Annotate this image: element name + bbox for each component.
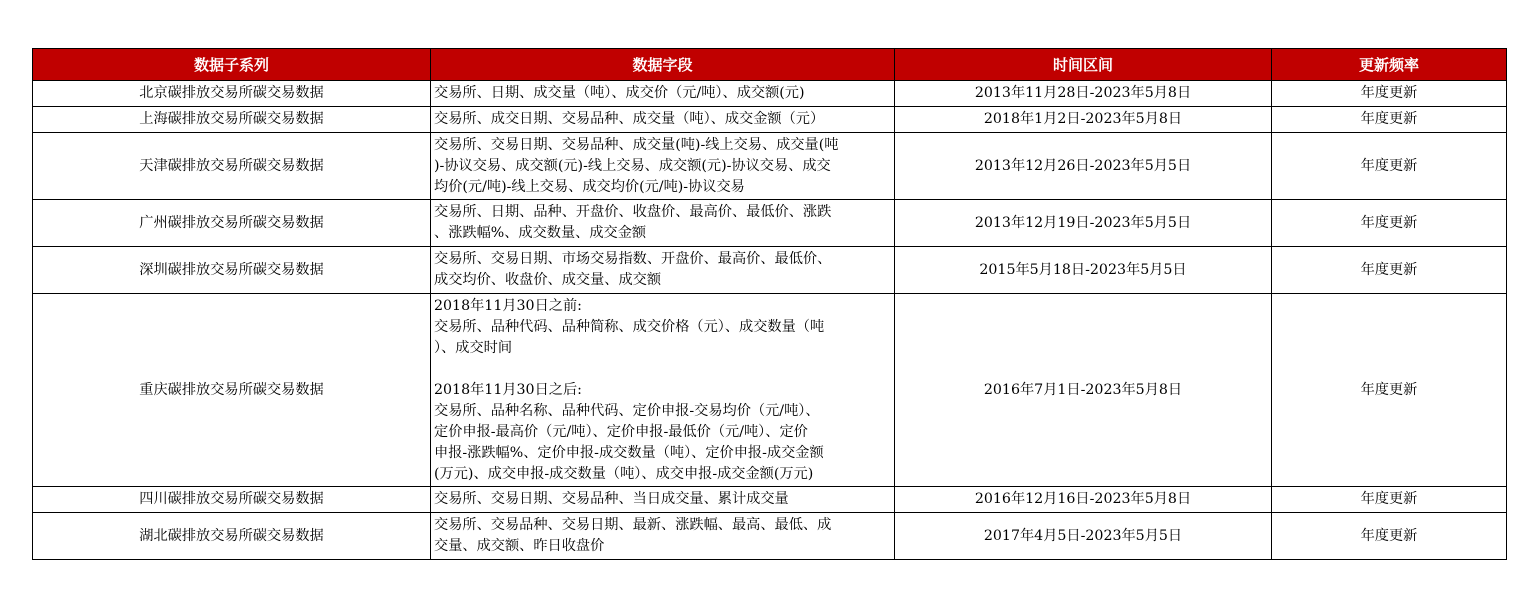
series-cell: 广州碳排放交易所碳交易数据 <box>33 200 431 247</box>
series-cell: 天津碳排放交易所碳交易数据 <box>33 133 431 200</box>
fields-line: 交易所、交易日期、市场交易指数、开盘价、最高价、最低价、 <box>434 251 832 267</box>
fields-line: 交易所、日期、品种、开盘价、收盘价、最高价、最低价、涨跌 <box>434 204 832 220</box>
fields-line: 均价(元/吨)-线上交易、成交均价(元/吨)-协议交易 <box>434 178 745 195</box>
fields-line: 交易所、交易日期、交易品种、成交量(吨)-线上交易、成交量(吨 <box>434 136 839 153</box>
fields-cell <box>431 487 895 513</box>
period-cell: 2013年12月19日-2023年5月5日 <box>895 200 1272 247</box>
fields-line: 定价申报-最高价（元/吨）、定价申报-最低价（元/吨）、定价 <box>434 423 808 440</box>
carbon-trading-data-table <box>32 48 1507 560</box>
frequency-cell: 年度更新 <box>1272 200 1507 247</box>
table-row <box>33 133 1507 200</box>
header-series: 数据子系列 <box>33 49 431 81</box>
header-fields: 数据字段 <box>431 49 895 81</box>
period-cell: 2015年5月18日-2023年5月5日 <box>895 247 1272 294</box>
fields-line: (万元)、成交申报-成交数量（吨）、成交申报-成交金额(万元) <box>434 465 814 482</box>
fields-cell <box>431 81 895 107</box>
fields-line: 交易所、交易品种、交易日期、最新、涨跌幅、最高、最低、成 <box>434 517 832 533</box>
fields-line: 2018年11月30日之后: <box>434 381 582 398</box>
period-cell: 2017年4月5日-2023年5月5日 <box>895 513 1272 560</box>
fields-line: 申报-涨跌幅%、定价申报-成交数量（吨）、定价申报-成交金额 <box>434 444 824 461</box>
period-cell: 2016年7月1日-2023年5月8日 <box>895 294 1272 487</box>
frequency-cell: 年度更新 <box>1272 487 1507 513</box>
header-frequency: 更新频率 <box>1272 49 1507 81</box>
series-cell: 上海碳排放交易所碳交易数据 <box>33 107 431 133</box>
frequency-cell: 年度更新 <box>1272 247 1507 294</box>
series-cell: 深圳碳排放交易所碳交易数据 <box>33 247 431 294</box>
fields-line: 交易所、交易日期、交易品种、当日成交量、累计成交量 <box>434 491 789 507</box>
series-cell: 重庆碳排放交易所碳交易数据 <box>33 294 431 487</box>
table-row <box>33 487 1507 513</box>
table-row <box>33 81 1507 107</box>
fields-cell <box>431 247 895 294</box>
table-row <box>33 513 1507 560</box>
fields-line: 交量、成交额、昨日收盘价 <box>434 538 605 554</box>
period-cell: 2013年11月28日-2023年5月8日 <box>895 81 1272 107</box>
header-row <box>33 49 1507 81</box>
fields-line: 交易所、品种名称、品种代码、定价申报-交易均价（元/吨）、 <box>434 402 820 419</box>
fields-line: 交易所、品种代码、品种简称、成交价格（元）、成交数量（吨 <box>434 318 825 335</box>
fields-line: 成交均价、收盘价、成交量、成交额 <box>434 272 662 288</box>
fields-line <box>434 359 891 380</box>
fields-cell <box>431 513 895 560</box>
fields-line: ）、成交时间 <box>434 339 513 356</box>
series-cell: 湖北碳排放交易所碳交易数据 <box>33 513 431 560</box>
frequency-cell: 年度更新 <box>1272 513 1507 560</box>
frequency-cell: 年度更新 <box>1272 107 1507 133</box>
fields-cell <box>431 133 895 200</box>
fields-line: 交易所、日期、成交量（吨）、成交价（元/吨）、成交额(元) <box>434 85 805 101</box>
fields-line: 、涨跌幅%、成交数量、成交金额 <box>434 225 647 241</box>
fields-line: )-协议交易、成交额(元)-线上交易、成交额(元)-协议交易、成交 <box>434 157 831 174</box>
fields-line: 2018年11月30日之前: <box>434 297 582 314</box>
period-cell: 2016年12月16日-2023年5月8日 <box>895 487 1272 513</box>
period-cell: 2013年12月26日-2023年5月5日 <box>895 133 1272 200</box>
fields-cell <box>431 294 895 487</box>
table-row <box>33 247 1507 294</box>
fields-cell <box>431 200 895 247</box>
fields-cell <box>431 107 895 133</box>
table-row <box>33 107 1507 133</box>
frequency-cell: 年度更新 <box>1272 81 1507 107</box>
table-row <box>33 294 1507 487</box>
frequency-cell: 年度更新 <box>1272 133 1507 200</box>
series-cell: 北京碳排放交易所碳交易数据 <box>33 81 431 107</box>
series-cell: 四川碳排放交易所碳交易数据 <box>33 487 431 513</box>
header-period: 时间区间 <box>895 49 1272 81</box>
period-cell: 2018年1月2日-2023年5月8日 <box>895 107 1272 133</box>
fields-line: 交易所、成交日期、交易品种、成交量（吨）、成交金额（元） <box>434 111 825 127</box>
frequency-cell: 年度更新 <box>1272 294 1507 487</box>
table-row <box>33 200 1507 247</box>
